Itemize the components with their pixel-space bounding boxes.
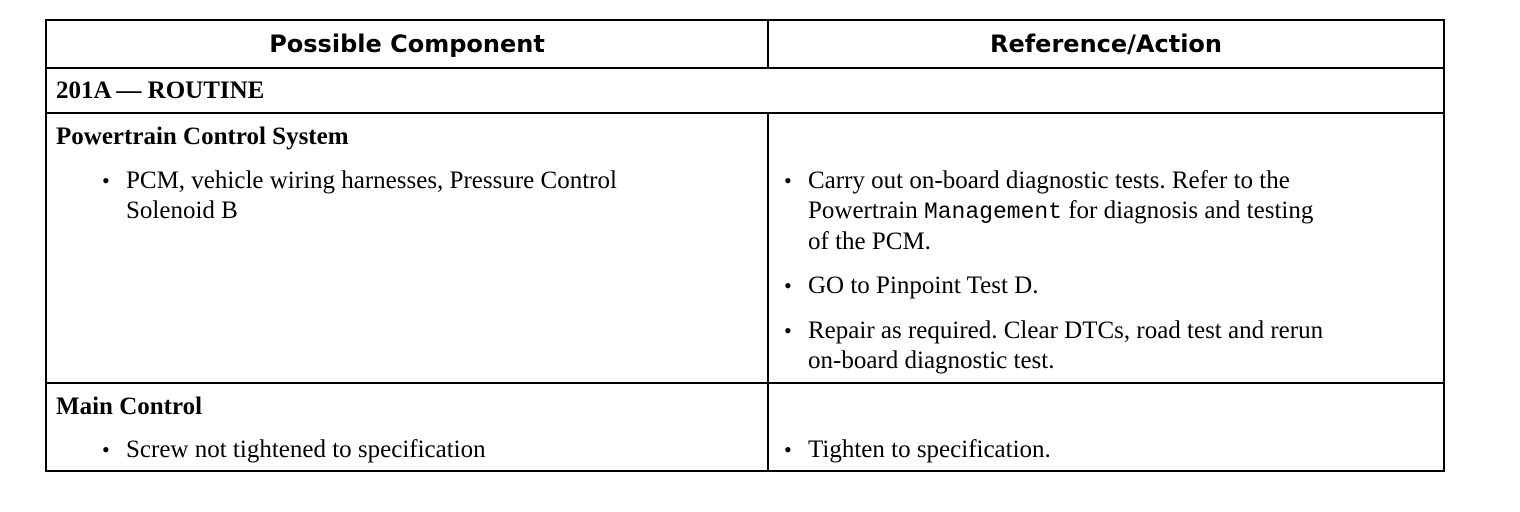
table-row <box>47 384 1443 470</box>
action-text: GO to Pinpoint Test D. <box>808 272 1039 299</box>
component-bullet <box>102 435 486 465</box>
bullet-icon: • <box>784 273 792 298</box>
component-text: Screw not tightened to specification <box>126 436 486 463</box>
action-text: Repair as required. Clear DTCs, road test and rerun on-board diagnostic test. <box>808 317 1324 374</box>
bullet-icon: • <box>784 168 792 193</box>
component-cell <box>47 114 769 382</box>
table-header-row <box>47 21 1443 69</box>
group-title: Main Control <box>56 393 203 420</box>
component-bullet <box>102 166 617 226</box>
diagnostic-table <box>45 19 1445 472</box>
component-cell <box>47 384 769 470</box>
header-reference-action: Reference/Action <box>989 30 1223 58</box>
bullet-icon: • <box>102 168 110 193</box>
header-possible-component: Possible Component <box>47 21 769 67</box>
action-text: Carry out on-board diagnostic tests. Refer to the Powertrain Management for diagnosis and testing of the PCM. <box>808 167 1314 255</box>
mono-term: Management <box>923 199 1062 225</box>
bullet-icon: • <box>784 318 792 343</box>
action-bullet <box>784 166 1313 257</box>
section-title: 201A — ROUTINE <box>47 69 1443 114</box>
action-bullet <box>784 316 1323 376</box>
action-bullet <box>784 271 1038 301</box>
bullet-icon: • <box>784 437 792 462</box>
action-cell <box>769 114 1443 382</box>
action-text: Tighten to specification. <box>808 436 1051 463</box>
action-cell <box>769 384 1443 470</box>
group-title: Powertrain Control System <box>56 123 349 150</box>
bullet-icon: • <box>102 437 110 462</box>
table-row <box>47 114 1443 384</box>
component-text: PCM, vehicle wiring harnesses, Pressure Control Solenoid B <box>126 167 617 224</box>
action-bullet <box>784 435 1051 465</box>
